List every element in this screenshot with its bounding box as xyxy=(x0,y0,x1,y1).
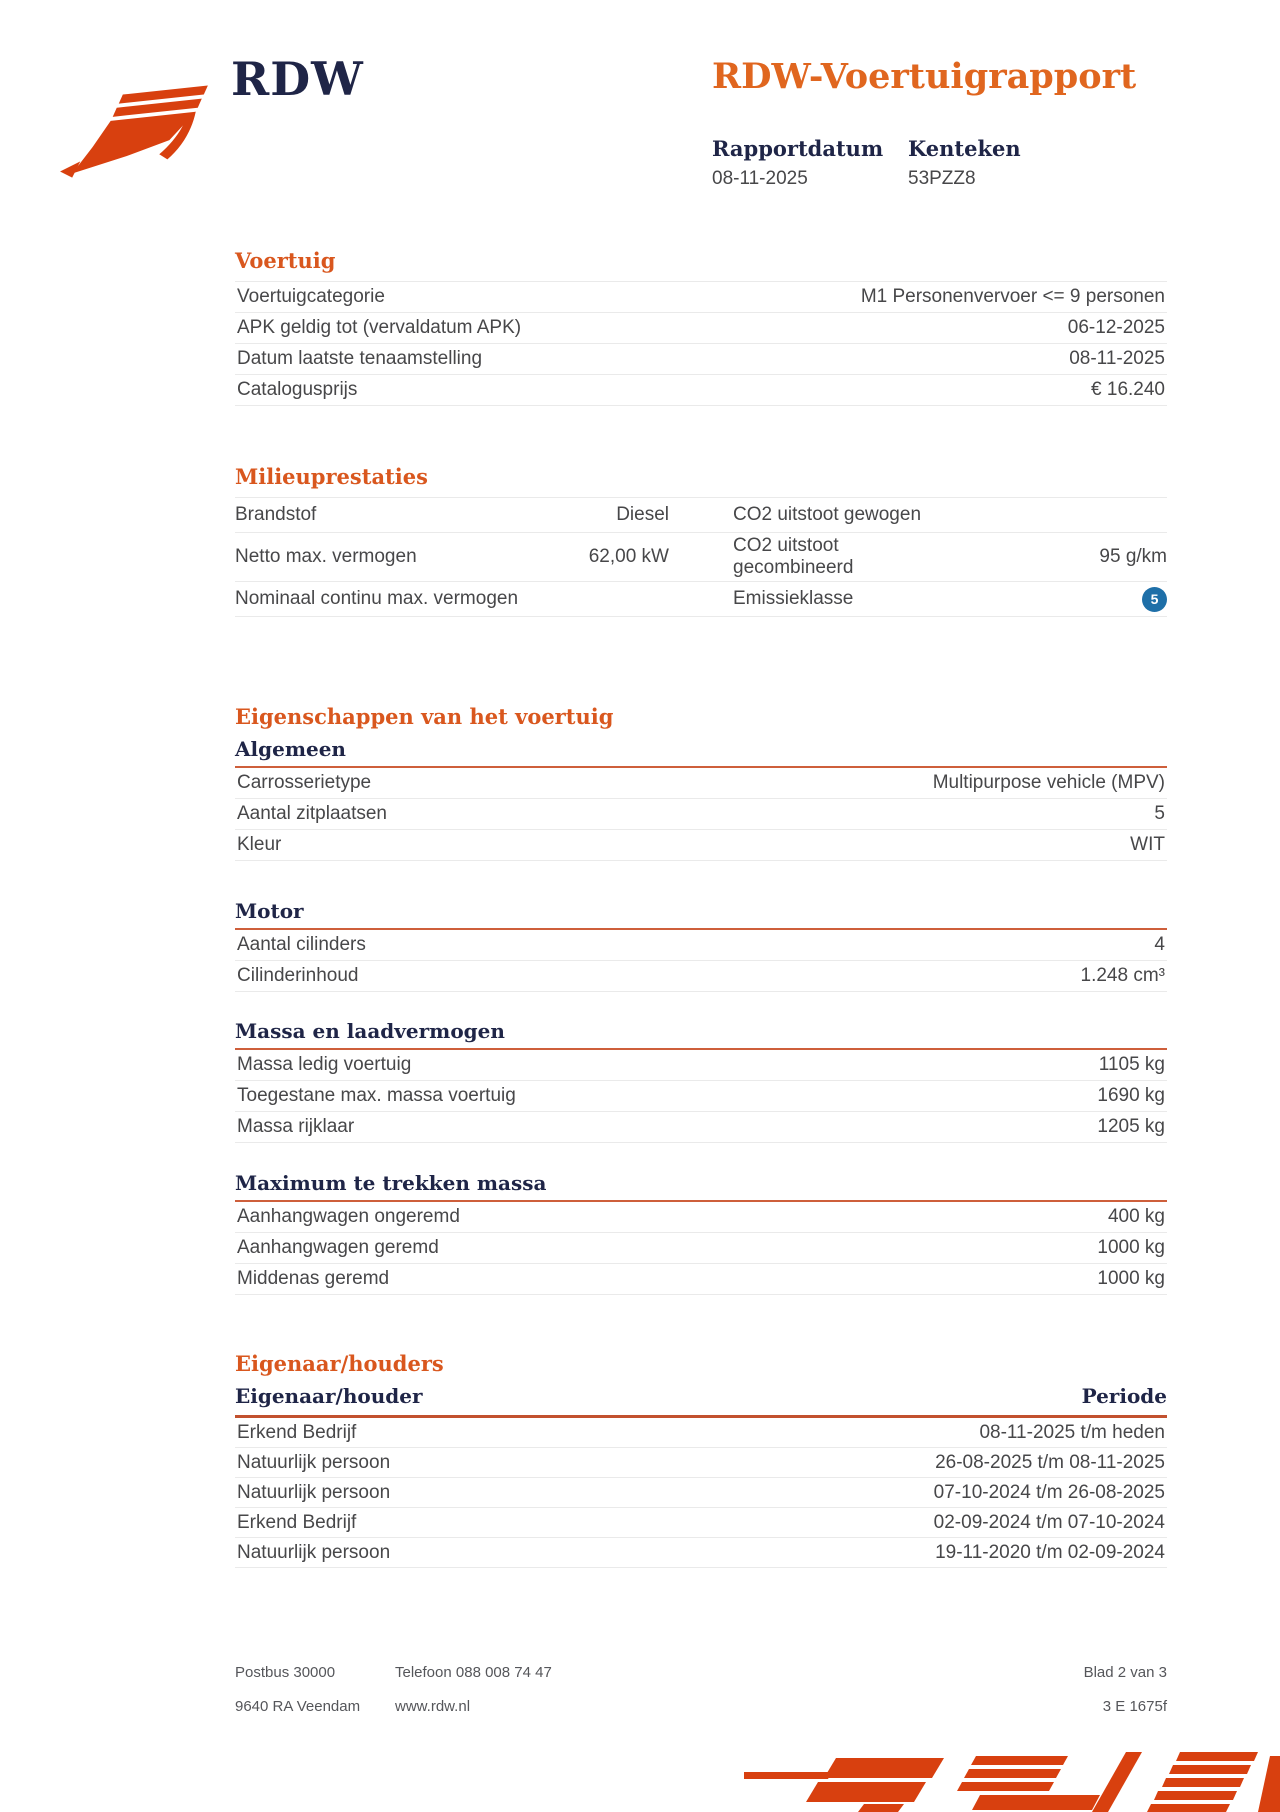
footer-website: www.rdw.nl xyxy=(395,1698,471,1715)
row-label: Datum laatste tenaamstelling xyxy=(237,348,483,369)
section-milieuprestaties xyxy=(235,464,1167,617)
section-eigenschappen xyxy=(235,704,1167,861)
table-row xyxy=(235,1202,1167,1233)
row-value: M1 Personenvervoer <= 9 personen xyxy=(860,286,1165,307)
table-row xyxy=(235,582,1167,617)
row-label: Massa rijklaar xyxy=(237,1116,355,1137)
row-value: 1105 kg xyxy=(1098,1054,1165,1075)
row-value: Multipurpose vehicle (MPV) xyxy=(932,772,1165,793)
row-label: Toegestane max. massa voertuig xyxy=(237,1085,516,1106)
table-row xyxy=(235,930,1167,961)
row-value xyxy=(939,587,1167,612)
footer-address xyxy=(235,1664,395,1732)
section-heading: Eigenaar/houders xyxy=(235,1351,444,1376)
section-eigenaren xyxy=(235,1351,1167,1568)
table-row xyxy=(235,1448,1167,1478)
table-row xyxy=(235,1508,1167,1538)
page-title: RDW-Voertuigrapport xyxy=(712,56,1137,97)
row-label: Aanhangwagen geremd xyxy=(237,1237,439,1258)
row-value: 1690 kg xyxy=(1097,1085,1165,1106)
row-value: 95 g/km xyxy=(1099,546,1167,567)
footer-page-info xyxy=(1084,1664,1167,1732)
rdw-logo-flag-icon xyxy=(56,84,218,178)
table-row xyxy=(235,961,1167,992)
report-meta xyxy=(712,136,1104,190)
section-heading: Eigenschappen van het voertuig xyxy=(235,704,614,729)
table-row xyxy=(235,1264,1167,1295)
footer-city: 9640 RA Veendam xyxy=(235,1698,361,1715)
milieu-table xyxy=(235,497,1167,617)
row-value: 1.248 cm³ xyxy=(1080,965,1165,986)
table-row xyxy=(235,533,1167,582)
section-trekken-massa xyxy=(235,1171,1167,1295)
column-header-owner: Eigenaar/houder xyxy=(235,1384,423,1408)
report-date-value: 08-11-2025 xyxy=(712,168,808,189)
section-heading: Milieuprestaties xyxy=(235,464,428,489)
row-label: APK geldig tot (vervaldatum APK) xyxy=(237,317,522,338)
row-label: Massa ledig voertuig xyxy=(237,1054,412,1075)
owner-type: Erkend Bedrijf xyxy=(237,1511,357,1533)
license-plate-label: Kenteken xyxy=(908,136,1021,161)
subsection-title-massa: Massa en laadvermogen xyxy=(235,1019,505,1043)
subsection-title-trekken: Maximum te trekken massa xyxy=(235,1171,547,1195)
row-label: Aanhangwagen ongeremd xyxy=(237,1206,460,1227)
row-value: 5 xyxy=(1154,803,1165,824)
section-motor xyxy=(235,899,1167,992)
section-massa xyxy=(235,1019,1167,1143)
table-row xyxy=(235,1081,1167,1112)
massa-table xyxy=(235,1048,1167,1143)
row-label: Netto max. vermogen xyxy=(235,546,417,567)
row-value: € 16.240 xyxy=(1091,379,1165,400)
row-label: CO2 uitstoot gecombineerd xyxy=(733,535,854,578)
license-plate-block xyxy=(908,136,1104,190)
table-row xyxy=(235,1418,1167,1448)
row-label: Emissieklasse xyxy=(733,588,854,609)
row-label: Middenas geremd xyxy=(237,1268,390,1289)
table-row xyxy=(235,1478,1167,1508)
row-label: Voertuigcategorie xyxy=(237,286,385,307)
rdw-logo-wordmark: RDW xyxy=(231,52,364,106)
algemeen-table xyxy=(235,766,1167,861)
table-row xyxy=(235,768,1167,799)
row-label: Kleur xyxy=(237,834,282,855)
subsection-title-algemeen: Algemeen xyxy=(235,737,346,761)
motor-table xyxy=(235,928,1167,992)
voertuig-table xyxy=(235,281,1167,406)
footer-contact xyxy=(395,1664,1084,1732)
owner-type: Erkend Bedrijf xyxy=(237,1421,357,1443)
row-value: 1205 kg xyxy=(1097,1116,1165,1137)
row-value: Diesel xyxy=(616,504,669,525)
row-label: Carrosserietype xyxy=(237,772,372,793)
subsection-title-motor: Motor xyxy=(235,899,304,923)
section-voertuig xyxy=(235,248,1167,406)
row-label: Catalogusprijs xyxy=(237,379,358,400)
row-label: Aantal cilinders xyxy=(237,934,366,955)
row-label: Aantal zitplaatsen xyxy=(237,803,387,824)
owner-period: 26-08-2025 t/m 08-11-2025 xyxy=(935,1451,1165,1473)
table-row xyxy=(235,282,1167,313)
section-heading: Voertuig xyxy=(235,248,336,273)
table-row xyxy=(235,313,1167,344)
owner-period: 19-11-2020 t/m 02-09-2024 xyxy=(935,1541,1165,1563)
table-row xyxy=(235,1538,1167,1568)
row-value: 400 kg xyxy=(1107,1206,1165,1227)
owners-table-header xyxy=(235,1384,1167,1415)
table-row xyxy=(235,344,1167,375)
owner-type: Natuurlijk persoon xyxy=(237,1541,391,1563)
owner-type: Natuurlijk persoon xyxy=(237,1481,391,1503)
table-row xyxy=(235,1112,1167,1143)
row-value: WIT xyxy=(1130,834,1165,855)
row-value: 62,00 kW xyxy=(588,546,669,567)
footer-phone: Telefoon 088 008 74 47 xyxy=(395,1664,552,1681)
row-value: 06-12-2025 xyxy=(1067,317,1165,338)
emission-class-badge: 5 xyxy=(1142,587,1167,612)
row-value: 4 xyxy=(1154,934,1165,955)
row-value: 1000 kg xyxy=(1097,1268,1165,1289)
report-date-block xyxy=(712,136,908,190)
footer-doc-code: 3 E 1675f xyxy=(1102,1698,1167,1715)
table-row xyxy=(235,498,1167,533)
table-row xyxy=(235,799,1167,830)
trekken-table xyxy=(235,1200,1167,1295)
table-row xyxy=(235,375,1167,406)
row-label: Cilinderinhoud xyxy=(237,965,359,986)
owner-period: 07-10-2024 t/m 26-08-2025 xyxy=(933,1481,1165,1503)
owners-table xyxy=(235,1415,1167,1568)
footer-postbus: Postbus 30000 xyxy=(235,1664,336,1681)
row-label: Nominaal continu max. vermogen xyxy=(235,588,519,609)
table-row xyxy=(235,1050,1167,1081)
owner-period: 08-11-2025 t/m heden xyxy=(979,1421,1165,1443)
owner-period: 02-09-2024 t/m 07-10-2024 xyxy=(933,1511,1165,1533)
row-label: CO2 uitstoot gewogen xyxy=(733,504,922,525)
row-value: 08-11-2025 xyxy=(1069,348,1165,369)
footer-page-number: Blad 2 van 3 xyxy=(1083,1664,1167,1681)
table-row xyxy=(235,830,1167,861)
license-plate-value: 53PZZ8 xyxy=(908,168,976,189)
row-label: Brandstof xyxy=(235,504,317,525)
owner-type: Natuurlijk persoon xyxy=(237,1451,391,1473)
table-row xyxy=(235,1233,1167,1264)
row-value: 1000 kg xyxy=(1097,1237,1165,1258)
bottom-decoration-stripes-icon xyxy=(744,1748,1280,1812)
report-date-label: Rapportdatum xyxy=(712,136,884,161)
column-header-period: Periode xyxy=(1081,1384,1167,1408)
page-footer xyxy=(235,1664,1167,1732)
